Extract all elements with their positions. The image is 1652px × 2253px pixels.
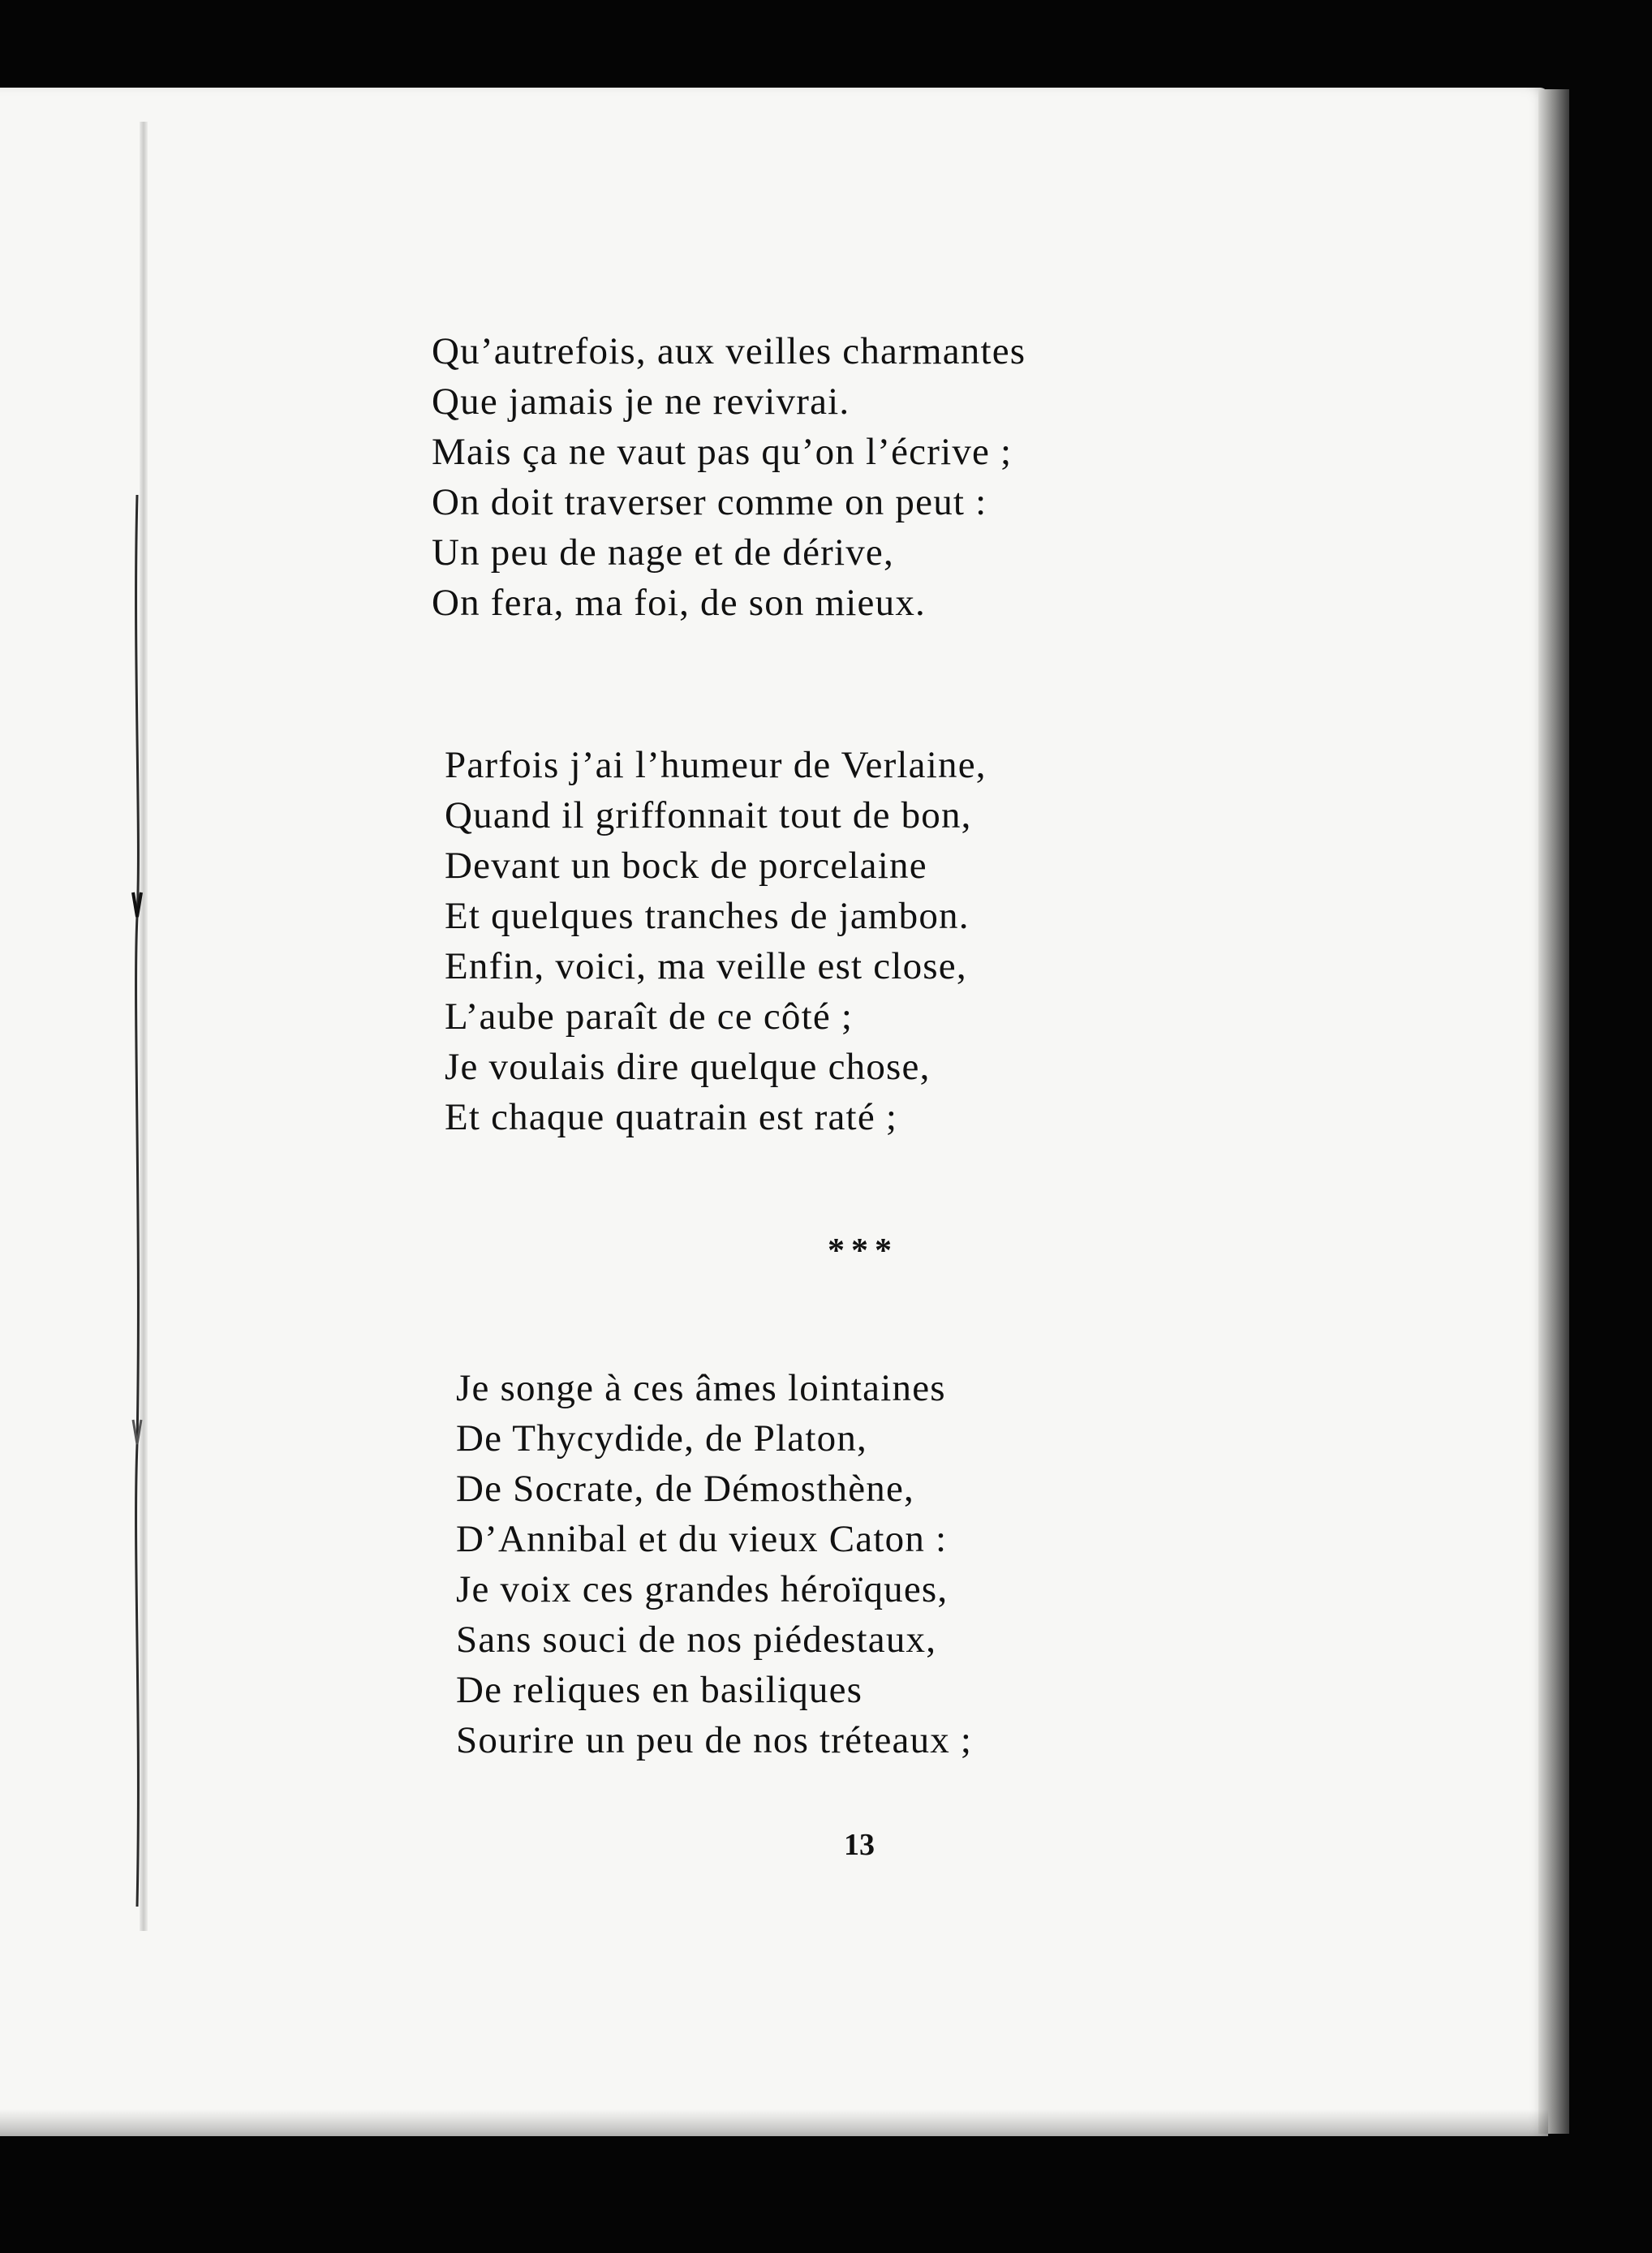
page-number: 13: [844, 1828, 875, 1862]
verse-line: On fera, ma foi, de son mieux.: [432, 582, 926, 624]
verse-line: On doit traverser comme on peut :: [432, 481, 987, 523]
binding-stitch: [130, 495, 144, 1907]
stanza-1: [432, 326, 1026, 628]
verse-line: De reliques en basiliques: [456, 1669, 863, 1711]
verse-line: Quand il griffonnait tout de bon,: [445, 794, 972, 836]
verse-line: Sans souci de nos piédestaux,: [456, 1619, 937, 1661]
verse-line: Un peu de nage et de dérive,: [432, 531, 894, 574]
verse-line: Je voix ces grandes héroïques,: [456, 1568, 949, 1610]
verse-line: Et chaque quatrain est raté ;: [445, 1096, 898, 1138]
stanza-3: [456, 1363, 972, 1765]
verse-line: L’aube paraît de ce côté ;: [445, 995, 854, 1038]
stanza-2: [445, 740, 987, 1142]
verse-line: Que jamais je ne revivrai.: [432, 381, 850, 423]
verse-line: D’Annibal et du vieux Caton :: [456, 1518, 948, 1560]
verse-line: Sourire un peu de nos tréteaux ;: [456, 1719, 973, 1761]
verse-line: Je songe à ces âmes lointaines: [456, 1367, 946, 1409]
verse-line: De Thycydide, de Platon,: [456, 1417, 867, 1460]
page-bottom-shadow: [0, 2109, 1548, 2136]
verse-line: De Socrate, de Démosthène,: [456, 1468, 914, 1510]
verse-line: Je voulais dire quelque chose,: [445, 1046, 931, 1088]
section-separator: ***: [828, 1232, 898, 1270]
verse-line: Parfois j’ai l’humeur de Verlaine,: [445, 744, 987, 786]
page-edge: [1538, 89, 1569, 2134]
verse-line: Enfin, voici, ma veille est close,: [445, 945, 967, 987]
verse-line: Qu’autrefois, aux veilles charmantes: [432, 330, 1026, 372]
verse-line: Et quelques tranches de jambon.: [445, 895, 970, 937]
verse-line: Mais ça ne vaut pas qu’on l’écrive ;: [432, 431, 1013, 473]
verse-line: Devant un bock de porcelaine: [445, 845, 927, 887]
